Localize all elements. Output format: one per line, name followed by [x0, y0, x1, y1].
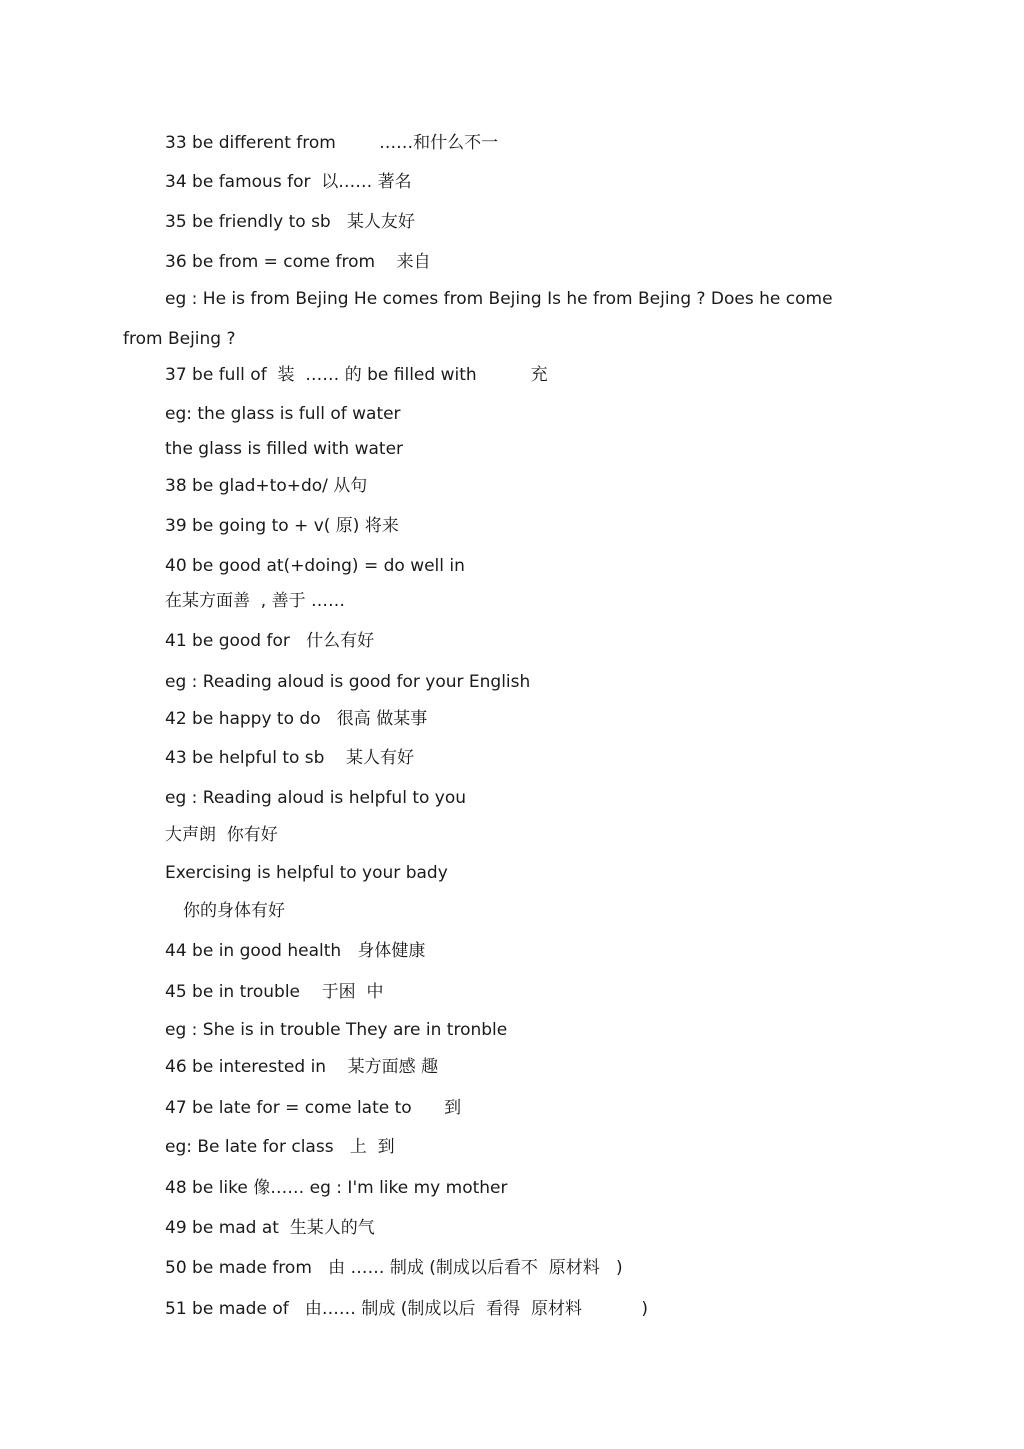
example-43-line3: Exercising is helpful to your bady: [165, 863, 448, 883]
entry-36: 36 be from = come from 来自: [165, 252, 431, 272]
entry-35: 35 be friendly to sb 某人友好: [165, 212, 415, 232]
entry-40-meaning: 在某方面善 , 善于 ……: [165, 591, 346, 611]
example-37-line2: the glass is filled with water: [165, 439, 404, 459]
entry-48: 48 be like 像…… eg : I'm like my mother: [165, 1178, 508, 1198]
entry-41: 41 be good for 什么有好: [165, 631, 375, 651]
entry-49: 49 be mad at 生某人的气: [165, 1218, 375, 1238]
example-37-line1: eg: the glass is full of water: [165, 404, 401, 424]
entry-39: 39 be going to + v( 原) 将来: [165, 516, 399, 536]
entry-37: 37 be full of 装 …… 的 be filled with 充: [165, 365, 548, 385]
example-43-line4: 你的身体有好: [183, 901, 285, 921]
example-43-line2: 大声朗 你有好: [165, 825, 278, 845]
example-43-line1: eg : Reading aloud is helpful to you: [165, 788, 467, 808]
entry-38: 38 be glad+to+do/ 从句: [165, 476, 368, 496]
entry-34: 34 be famous for 以…… 著名: [165, 172, 412, 192]
example-36-line1: eg : He is from Bejing He comes from Bejing Is he from Bejing ? Does he come: [165, 289, 833, 309]
example-45: eg : She is in trouble They are in tronble: [165, 1020, 508, 1040]
entry-51: 51 be made of 由…… 制成 (制成以后 看得 原材料 ): [165, 1299, 649, 1319]
entry-40: 40 be good at(+doing) = do well in: [165, 556, 465, 576]
example-47: eg: Be late for class 上 到: [165, 1137, 395, 1157]
entry-50: 50 be made from 由 …… 制成 (制成以后看不 原材料 ): [165, 1258, 623, 1278]
example-36-line2: from Bejing ?: [123, 329, 236, 349]
entry-33: 33 be different from ……和什么不一: [165, 133, 499, 153]
entry-42: 42 be happy to do 很高 做某事: [165, 709, 428, 729]
example-41: eg : Reading aloud is good for your English: [165, 672, 531, 692]
entry-43: 43 be helpful to sb 某人有好: [165, 748, 415, 768]
entry-45: 45 be in trouble 于困 中: [165, 982, 384, 1002]
entry-46: 46 be interested in 某方面感 趣: [165, 1057, 439, 1077]
entry-44: 44 be in good health 身体健康: [165, 941, 426, 961]
entry-47: 47 be late for = come late to 到: [165, 1098, 462, 1118]
